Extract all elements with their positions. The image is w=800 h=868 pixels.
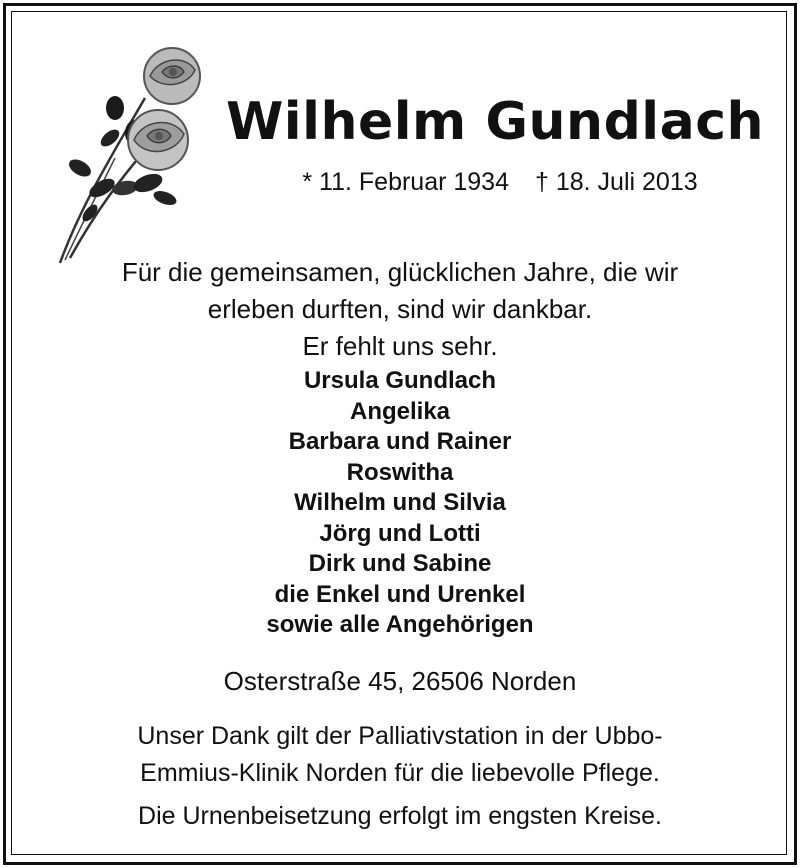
closing-note: Die Urnenbeisetzung erfolgt im engsten Kreise. — [138, 802, 662, 830]
life-dates — [260, 168, 740, 197]
quote-line: Für die gemeinsamen, glücklichen Jahre, die wir — [121, 257, 679, 287]
thanks-line: Unser Dank gilt der Palliativstation in der Ubbo- — [137, 722, 663, 750]
mourner: Angelika — [349, 397, 451, 425]
mourner: Ursula Gundlach — [303, 367, 497, 394]
rose-icon — [50, 38, 210, 268]
memorial-quote — [40, 254, 760, 365]
quote-line: Er fehlt uns sehr. — [302, 331, 498, 361]
mourner: Dirk und Sabine — [308, 550, 492, 577]
quote-line: erleben durften, sind wir dankbar. — [207, 294, 593, 324]
death-date: † 18. Juli 2013 — [535, 168, 698, 196]
birth-date: * 11. Februar 1934 — [302, 168, 509, 196]
mourner: Roswitha — [346, 458, 454, 486]
deceased-name: Wilhelm Gundlach — [225, 92, 765, 152]
mourners-list — [40, 366, 760, 641]
thanks-note — [40, 718, 760, 792]
mourner: sowie alle Angehörigen — [266, 611, 534, 638]
mourner: die Enkel und Urenkel — [274, 580, 526, 608]
address: Osterstraße 45, 26506 Norden — [223, 666, 577, 696]
mourner: Jörg und Lotti — [319, 519, 481, 547]
thanks-line: Emmius-Klinik Norden für die liebevolle Pflege. — [140, 759, 660, 787]
mourner: Wilhelm und Silvia — [294, 489, 506, 516]
mourner: Barbara und Rainer — [288, 428, 512, 455]
